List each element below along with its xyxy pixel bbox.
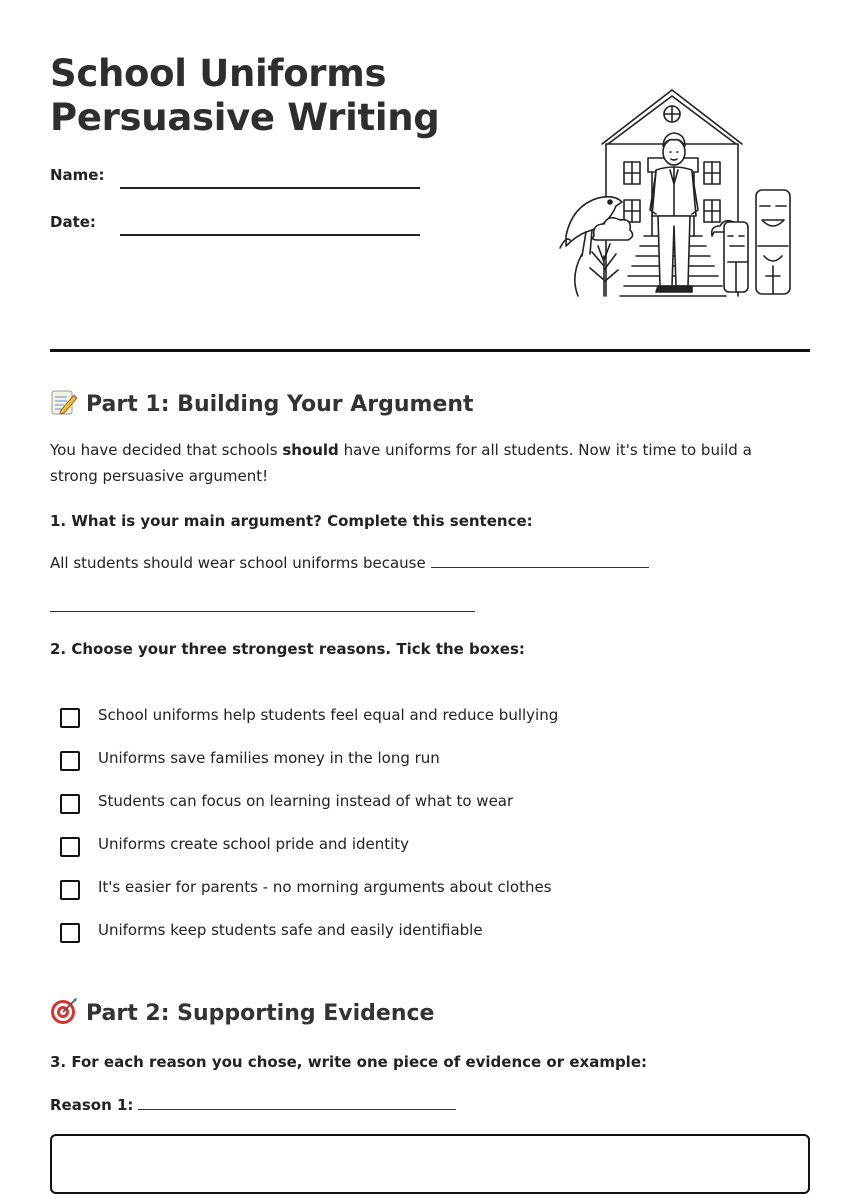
q1-answer-blank[interactable] xyxy=(431,553,649,568)
question-2: 2. Choose your three strongest reasons. Tick the boxes: xyxy=(50,640,525,658)
q1-sentence-row xyxy=(50,553,649,572)
header-divider xyxy=(50,349,810,352)
reason-label: Uniforms create school pride and identity xyxy=(98,835,410,853)
part1-heading-text: Part 1: Building Your Argument xyxy=(86,392,474,417)
reason-label: Uniforms keep students safe and easily identifiable xyxy=(98,921,483,939)
school-illustration xyxy=(552,86,796,306)
reason-checkbox[interactable] xyxy=(60,794,80,814)
name-field[interactable] xyxy=(50,166,420,190)
q1-answer-blank-2[interactable] xyxy=(50,597,475,612)
name-line[interactable] xyxy=(120,187,420,189)
reason1-row xyxy=(50,1095,456,1114)
q1-second-line-row xyxy=(50,597,475,616)
name-label: Name: xyxy=(50,166,105,184)
intro-text-after: have uniforms for all students. Now it's time to build a strong persuasive argument! xyxy=(50,441,752,485)
title-line-2: Persuasive Writing xyxy=(50,96,440,139)
intro-text-before: You have decided that schools xyxy=(50,441,283,459)
part2-heading xyxy=(50,997,434,1026)
reason-label: Uniforms save families money in the long run xyxy=(98,749,440,767)
reason1-blank[interactable] xyxy=(138,1095,456,1110)
reason-checkbox[interactable] xyxy=(60,923,80,943)
q1-sentence-stem: All students should wear school uniforms because xyxy=(50,554,426,572)
evidence-answer-box[interactable] xyxy=(50,1134,810,1194)
date-line[interactable] xyxy=(120,234,420,236)
date-field[interactable] xyxy=(50,213,420,237)
question-3: 3. For each reason you chose, write one piece of evidence or example: xyxy=(50,1053,647,1071)
reason-label: School uniforms help students feel equal and reduce bullying xyxy=(98,706,559,724)
intro-emphasis: should xyxy=(282,441,339,459)
part2-heading-text: Part 2: Supporting Evidence xyxy=(86,1001,435,1026)
reason-label: It's easier for parents - no morning arguments about clothes xyxy=(98,878,552,896)
question-1: 1. What is your main argument? Complete this sentence: xyxy=(50,512,533,530)
reason-checkbox[interactable] xyxy=(60,751,80,771)
reason-checkbox[interactable] xyxy=(60,708,80,728)
reason-checkbox[interactable] xyxy=(60,837,80,857)
date-label: Date: xyxy=(50,213,96,231)
reason-label: Students can focus on learning instead of what to wear xyxy=(98,792,514,810)
part1-intro xyxy=(50,437,790,489)
title-line-1: School Uniforms xyxy=(50,52,387,95)
reason1-label: Reason 1: xyxy=(50,1096,134,1114)
reason-checkbox[interactable] xyxy=(60,880,80,900)
page-title xyxy=(50,52,439,140)
part1-heading xyxy=(50,388,474,417)
memo-pencil-icon xyxy=(50,388,78,416)
target-dart-icon xyxy=(50,997,78,1025)
